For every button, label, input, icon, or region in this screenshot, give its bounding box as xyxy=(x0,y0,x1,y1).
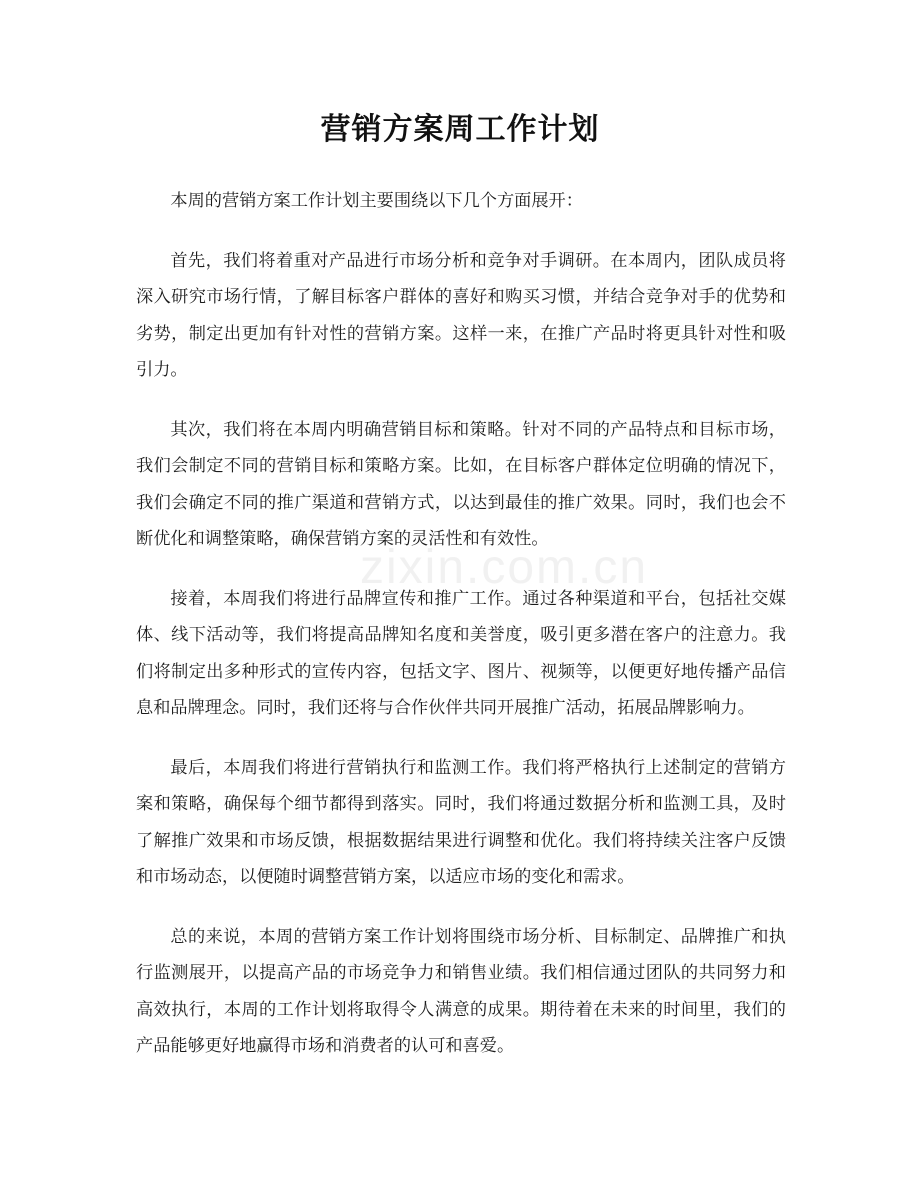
paragraph-execution-monitoring: 最后，本周我们将进行营销执行和监测工作。我们将严格执行上述制定的营销方案和策略，确保每个细节都得到落实。同时，我们将通过数据分析和监测工具，及时了解推广效果和市场反馈，根据数据结果进行调整和优化。我们将持续关注客户反馈和市场动态，以便随时调整营销方案，以适应市场的变化和需求。 xyxy=(136,757,786,887)
paragraph-intro: 本周的营销方案工作计划主要围绕以下几个方面展开： xyxy=(170,191,583,211)
document-body xyxy=(136,183,786,1088)
watermark: zixin.com.cn xyxy=(360,541,649,594)
page-title: 营销方案周工作计划 xyxy=(320,112,600,147)
paragraph-summary: 总的来说，本周的营销方案工作计划将围绕市场分析、目标制定、品牌推广和执行监测展开，以提高产品的市场竞争力和销售业绩。我们相信通过团队的共同努力和高效执行，本周的工作计划将取得令人满意的成果。期待着在未来的时间里，我们的产品能够更好地赢得市场和消费者的认可和喜爱。 xyxy=(136,926,786,1056)
paragraph-market-analysis: 首先，我们将着重对产品进行市场分析和竞争对手调研。在本周内，团队成员将深入研究市场行情，了解目标客户群体的喜好和购买习惯，并结合竞争对手的优势和劣势，制定出更加有针对性的营销方案。这样一来，在推广产品时将更具针对性和吸引力。 xyxy=(136,250,786,380)
paragraph-brand-promotion: 接着，本周我们将进行品牌宣传和推广工作。通过各种渠道和平台，包括社交媒体、线下活动等，我们将提高品牌知名度和美誉度，吸引更多潜在客户的注意力。我们将制定出多种形式的宣传内容，包括文字、图片、视频等，以便更好地传播产品信息和品牌理念。同时，我们还将与合作伙伴共同开展推广活动，拓展品牌影响力。 xyxy=(136,588,786,718)
paragraph-goals-strategy: 其次，我们将在本周内明确营销目标和策略。针对不同的产品特点和目标市场，我们会制定不同的营销目标和策略方案。比如，在目标客户群体定位明确的情况下，我们会确定不同的推广渠道和营销方式，以达到最佳的推广效果。同时，我们也会不断优化和调整策略，确保营销方案的灵活性和有效性。 xyxy=(136,419,786,549)
